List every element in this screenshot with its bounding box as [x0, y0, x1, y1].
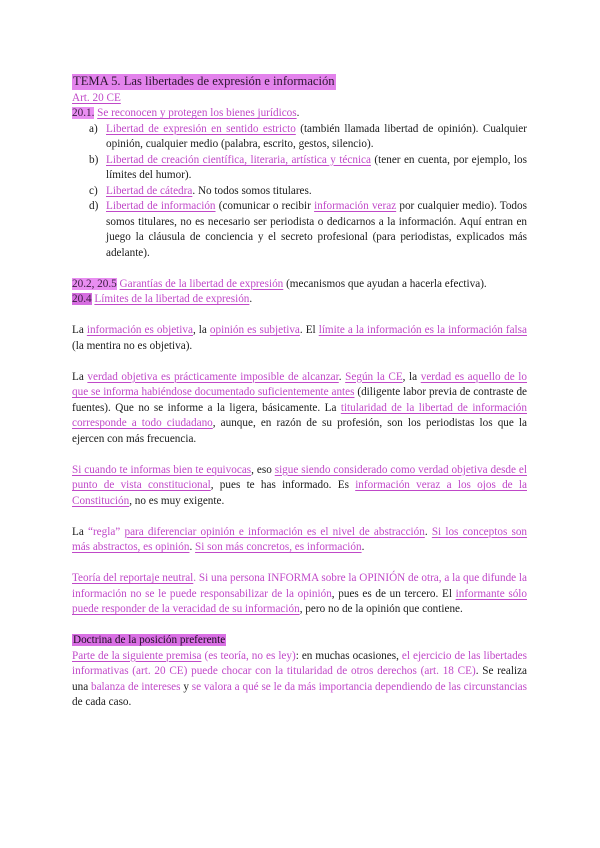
list-item — [89, 153, 527, 184]
key-phrase: para diferenciar opinión e información es el nivel de abstracción — [124, 525, 425, 538]
text: , pero no de la opinión que contiene. — [299, 603, 463, 615]
key-phrase: se valora a qué se le da más importancia dependiendo de las circunstancias — [191, 680, 527, 693]
item-text: (también llamada libertad de opinión). Cualquier opinión, cualquier medio (palabra, escrito, gestos, silencio). — [106, 122, 527, 150]
key-phrase: balanza de intereses — [90, 680, 181, 693]
paragraph-veracity — [72, 463, 527, 510]
document-title: TEMA 5. Las libertades de expresión e información — [73, 74, 335, 88]
list-marker: d) — [89, 200, 99, 212]
punct: . — [249, 293, 253, 305]
text: (diligente labor previa de contraste de fuentes). Que no se informe a la ligera, básicamente. La — [72, 386, 528, 414]
section-heading: Límites de la libertad de expresión — [94, 293, 250, 305]
punct: . — [296, 107, 300, 119]
key-phrase: Parte de la siguiente premisa — [72, 649, 202, 662]
text: . — [424, 525, 432, 538]
text: . El — [299, 324, 319, 336]
item-term: Libertad de información — [106, 200, 216, 212]
text: . Se realiza una — [72, 665, 527, 693]
text: y — [180, 680, 192, 693]
text: , no es muy exigente. — [129, 494, 225, 507]
key-phrase: “regla” — [87, 525, 121, 538]
doctrina-heading-line — [72, 633, 527, 649]
text: . — [361, 541, 365, 553]
item-term: Libertad de cátedra — [106, 184, 193, 197]
list-item — [89, 122, 527, 153]
key-phrase: sigue siendo considerado como verdad objetiva desde el punto de vista constitucional — [72, 463, 527, 491]
key-phrase: opinión es subjetiva — [209, 324, 300, 336]
list-item — [89, 199, 527, 261]
text: , aunque, en razón de su profesión, son los periodistas los que la ejercen con más frecuencia. — [72, 417, 528, 445]
text: , pues te has informado. Es — [210, 479, 356, 491]
list-marker: a) — [89, 122, 98, 135]
paragraph-truth — [72, 370, 527, 448]
section-heading: Se reconocen y protegen los bienes jurídicos — [97, 107, 297, 119]
doctrina-heading: Doctrina de la posición preferente — [73, 634, 226, 646]
item-text: (tener en cuenta, por ejemplo, los límites del humor). — [106, 153, 527, 181]
text: , pues es de un tercero. El — [331, 587, 456, 600]
section-number: 20.1. — [72, 107, 95, 119]
item-text: por cualquier medio). Todos somos titulares, no es necesario ser periodista o dedicarnos a la información. Aquí entran en juego la cláusula de conciencia y el secreto profesional (para periodistas, explicados más adelante). — [106, 200, 527, 259]
article-reference: Art. 20 CE — [72, 91, 121, 104]
item-term: Libertad de creación científica, literaria, artística y técnica — [106, 153, 371, 166]
section-20-1 — [72, 106, 527, 122]
key-phrase: Si los conceptos son más abstractos, es opinión — [72, 525, 528, 553]
key-phrase: informante sólo puede responder de la veracidad de su información — [72, 587, 527, 615]
section-text: (mecanismos que ayudan a hacerla efectiva). — [283, 277, 487, 290]
section-20-4 — [72, 292, 527, 308]
section-20-2 — [72, 277, 527, 293]
key-phrase: (es teoría, no es ley) — [201, 649, 296, 662]
text: de cada caso. — [72, 696, 132, 708]
key-phrase: . Si una persona INFORMA sobre la OPINIÓN de otra, a la que difunde la información no se le puede responsabilizar de la opinión — [72, 572, 528, 600]
section-number: 20.4 — [72, 293, 92, 305]
key-phrase: verdad objetiva es prácticamente imposible de alcanzar — [87, 370, 339, 383]
section-heading: Garantías de la libertad de expresión — [119, 277, 284, 290]
key-phrase: información veraz a los ojos de la Constitución — [72, 479, 527, 507]
list-item — [89, 184, 527, 200]
article-reference-line — [72, 91, 527, 107]
text: , la — [192, 324, 210, 336]
list-marker: b) — [89, 153, 99, 166]
key-phrase: Teoría del reportaje neutral — [72, 572, 194, 584]
paragraph-doctrina — [72, 649, 527, 711]
text: . — [189, 541, 196, 553]
list-marker: c) — [89, 184, 98, 197]
key-phrase: el ejercicio de las libertades informativas (art. 20 CE) puede chocar con la titularidad de otros derechos (art. 18 CE) — [72, 649, 527, 677]
text: , eso — [251, 463, 275, 476]
item-text: . No todos somos titulares. — [192, 184, 312, 197]
item-text: (comunicar o recibir — [215, 200, 315, 212]
key-phrase: Según la CE — [345, 370, 403, 383]
key-phrase: información es objetiva — [86, 324, 193, 336]
text: . — [338, 370, 346, 383]
paragraph-neutral-report — [72, 571, 527, 618]
key-phrase: Si son más concretos, es información — [195, 541, 362, 553]
text: , la — [402, 370, 421, 383]
document-page — [72, 74, 527, 711]
section-number: 20.2, 20.5 — [72, 277, 117, 290]
paragraph-rule — [72, 525, 527, 556]
key-phrase: verdad es aquello de lo que se informa habiéndose documentado suficientemente antes — [72, 370, 528, 398]
key-phrase: límite a la información es la información falsa — [318, 324, 527, 336]
text: La — [72, 370, 88, 383]
text: La — [72, 525, 88, 538]
text: La — [72, 324, 87, 336]
item-term: Libertad de expresión en sentido estricto — [106, 122, 296, 135]
key-phrase: titularidad de la libertad de información corresponde a todo ciudadano — [72, 401, 527, 429]
key-phrase: Si cuando te informas bien te equivocas — [72, 463, 252, 476]
paragraph-objectivity — [72, 323, 527, 354]
item-term-secondary: información veraz — [314, 200, 397, 212]
text: : en muchas ocasiones, — [295, 649, 402, 662]
text: (la mentira no es objetiva). — [72, 339, 193, 352]
freedoms-list — [72, 122, 527, 262]
title-line — [72, 74, 527, 91]
